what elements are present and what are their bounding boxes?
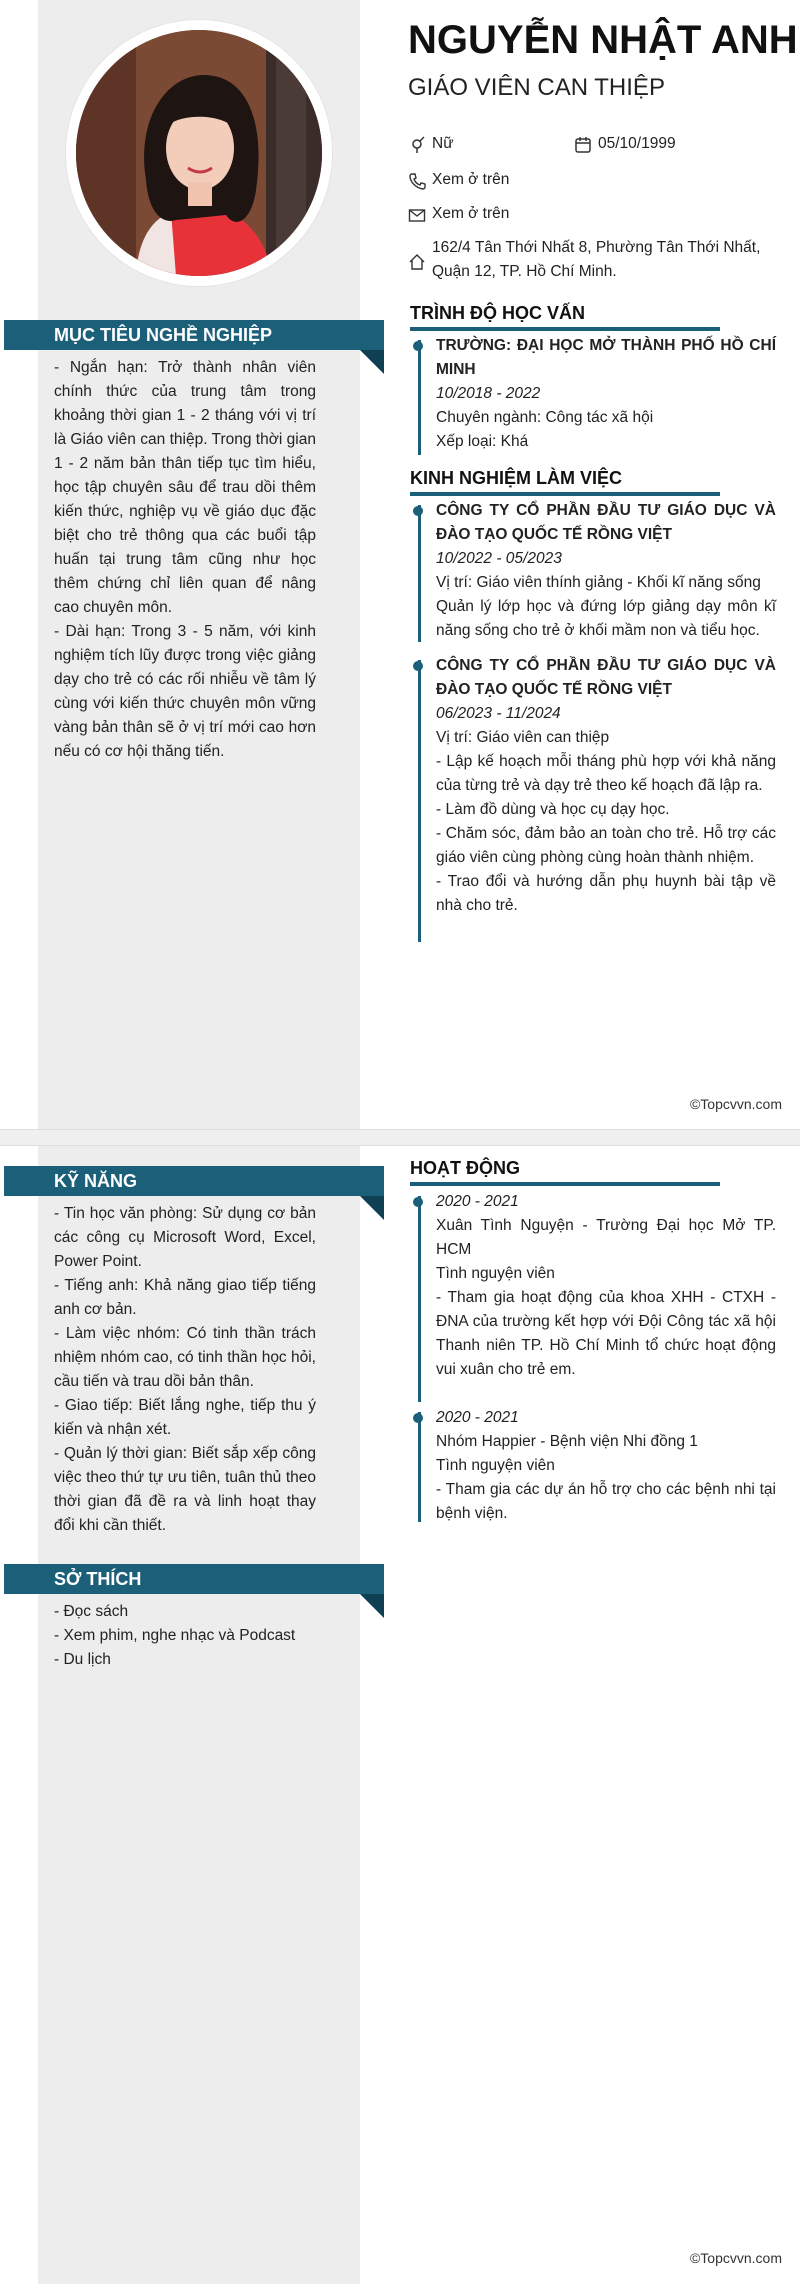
activity-role: Tình nguyện viên	[436, 1457, 555, 1474]
activity-timeline-1	[418, 1196, 421, 1402]
address-row	[408, 236, 780, 284]
activity-org: Xuân Tình Nguyện - Trường Đại học Mở TP. HCM	[436, 1217, 776, 1258]
hobby-item: - Du lịch	[54, 1651, 111, 1668]
activity-org: Nhóm Happier - Bệnh viện Nhi đồng 1	[436, 1433, 698, 1450]
experience-line: Vị trí: Giáo viên thính giảng - Khối kĩ năng sống	[436, 574, 761, 591]
address-line-1: 162/4 Tân Thới Nhất 8, Phường Tân Thới Nhất,	[432, 239, 761, 256]
timeline-dot	[413, 661, 423, 671]
education-entry	[436, 334, 776, 454]
candidate-name: NGUYỄN NHẬT ANH	[408, 18, 798, 62]
phone-value: Xem ở trên	[432, 171, 510, 188]
ribbon-fold	[360, 350, 384, 374]
experience-entry-2	[436, 654, 776, 918]
mail-icon	[408, 206, 426, 224]
skills-heading: KỸ NĂNG	[4, 1166, 384, 1196]
birthday-value: 05/10/1999	[598, 135, 676, 152]
gender-icon	[408, 136, 426, 154]
activity-timeline-2	[418, 1412, 421, 1522]
experience-timeline-2	[418, 660, 421, 942]
education-date: 10/2018 - 2022	[436, 385, 541, 402]
email-row	[408, 202, 509, 226]
gender-value: Nữ	[432, 135, 454, 152]
education-major: Chuyên ngành: Công tác xã hội	[436, 409, 654, 426]
experience-date: 06/2023 - 11/2024	[436, 705, 561, 722]
activity-desc: - Tham gia hoạt động của khoa XHH - CTXH - ĐNA của trường kết hợp với Đội Công tác xã hội Thanh niên TP. Hồ Chí Minh tổ chức hoạt động vui xuân cho trẻ em.	[436, 1289, 776, 1378]
hobby-item: - Đọc sách	[54, 1603, 129, 1620]
timeline-dot	[413, 1413, 423, 1423]
objective-text	[54, 356, 316, 764]
job-title: GIÁO VIÊN CAN THIỆP	[408, 74, 665, 101]
objective-short-term: - Ngắn hạn: Trở thành nhân viên chính thức của trung tâm trong khoảng thời gian 1 - 2 tháng với vị trí là Giáo viên can thiệp. Trong thời gian 1 - 2 năm bản thân tiếp tục tìm hiểu, học tập chuyên sâu để trau dồi thêm kiến thức, nghiệp vụ về giáo dục đặc biệt cho trẻ thông qua các buổi tập huấn tại trung tâm cũng như học thêm chứng chỉ liên quan để nâng cao chuyên môn.	[54, 359, 316, 616]
education-grade: Xếp loại: Khá	[436, 433, 529, 450]
activities-underline	[410, 1182, 720, 1186]
home-icon	[408, 253, 426, 271]
company-name: CÔNG TY CỔ PHẦN ĐẦU TƯ GIÁO DỤC VÀ ĐÀO TẠO QUỐC TẾ RỒNG VIỆT	[436, 657, 776, 698]
experience-line: - Trao đổi và hướng dẫn phụ huynh bài tập về nhà cho trẻ.	[436, 873, 776, 914]
footer-credit: ©Topcvvn.com	[689, 1096, 782, 1112]
experience-date: 10/2022 - 05/2023	[436, 550, 562, 567]
experience-line: Quản lý lớp học và đứng lớp giảng dạy môn kĩ năng sống cho trẻ ở khối mầm non và tiểu học.	[436, 598, 776, 639]
experience-underline	[410, 492, 720, 496]
cv-page-1	[0, 0, 800, 1129]
profile-photo	[76, 30, 322, 276]
hobbies-heading: SỞ THÍCH	[4, 1564, 384, 1594]
avatar	[66, 20, 332, 286]
activity-entry-2	[436, 1406, 776, 1526]
ribbon-fold	[360, 1196, 384, 1220]
hobbies-list	[54, 1600, 316, 1672]
birthday-row	[574, 132, 676, 156]
activity-date: 2020 - 2021	[436, 1193, 519, 1210]
skill-item: - Quản lý thời gian: Biết sắp xếp công việc theo thứ tự ưu tiên, tuân thủ theo thời gian đã đề ra và linh hoạt thay đổi khi cần thiết.	[54, 1445, 316, 1534]
objective-long-term: - Dài hạn: Trong 3 - 5 năm, với kinh nghiệm tích lũy được trong việc giảng dạy cho trẻ có các rối nhiễu về tâm lý cùng với kiến thức chuyên môn vững vàng bản thân sẽ ở vị trí mới cao hơn nếu có cơ hội thăng tiến.	[54, 623, 316, 760]
skill-item: - Làm việc nhóm: Có tinh thần trách nhiệm nhóm cao, có tinh thần học hỏi, cầu tiến và trau dồi bản thân.	[54, 1325, 316, 1390]
email-value: Xem ở trên	[432, 205, 510, 222]
experience-line: - Làm đồ dùng và học cụ dạy học.	[436, 801, 670, 818]
calendar-icon	[574, 136, 592, 154]
timeline-dot	[413, 506, 423, 516]
experience-line: - Lập kế hoạch mỗi tháng phù hợp với khả năng của từng trẻ và dạy trẻ theo kế hoạch đã lập ra.	[436, 753, 776, 794]
education-heading: TRÌNH ĐỘ HỌC VẤN	[410, 303, 585, 323]
timeline-dot	[413, 341, 423, 351]
activity-role: Tình nguyện viên	[436, 1265, 555, 1282]
activities-heading: HOẠT ĐỘNG	[410, 1158, 520, 1178]
skill-item: - Tiếng anh: Khả năng giao tiếp tiếng anh cơ bản.	[54, 1277, 316, 1318]
skills-list	[54, 1202, 316, 1538]
timeline-dot	[413, 1197, 423, 1207]
education-timeline	[418, 340, 421, 455]
experience-line: Vị trí: Giáo viên can thiệp	[436, 729, 610, 746]
footer-credit: ©Topcvvn.com	[689, 2250, 782, 2266]
cv-page-2	[0, 1146, 800, 2284]
experience-heading: KINH NGHIỆM LÀM VIỆC	[410, 468, 623, 488]
gender-row	[408, 132, 454, 156]
activity-date: 2020 - 2021	[436, 1409, 519, 1426]
skill-item: - Tin học văn phòng: Sử dụng cơ bản các công cụ Microsoft Word, Excel, Power Point.	[54, 1205, 316, 1270]
ribbon-fold	[360, 1594, 384, 1618]
education-underline	[410, 327, 720, 331]
experience-line: - Chăm sóc, đảm bảo an toàn cho trẻ. Hỗ trợ các giáo viên cùng phòng cùng hoàn thành nhiệm.	[436, 825, 776, 866]
objective-heading: MỤC TIÊU NGHỀ NGHIỆP	[4, 320, 384, 350]
company-name: CÔNG TY CỔ PHẦN ĐẦU TƯ GIÁO DỤC VÀ ĐÀO TẠO QUỐC TẾ RỒNG VIỆT	[436, 502, 776, 543]
address-line-2: Quận 12, TP. Hồ Chí Minh.	[432, 263, 617, 280]
school-name: TRƯỜNG: ĐẠI HỌC MỞ THÀNH PHỐ HỒ CHÍ MINH	[436, 337, 776, 378]
experience-timeline-1	[418, 505, 421, 642]
hobby-item: - Xem phim, nghe nhạc và Podcast	[54, 1627, 296, 1644]
experience-entry-1	[436, 499, 776, 643]
activity-entry-1	[436, 1190, 776, 1382]
skill-item: - Giao tiếp: Biết lắng nghe, tiếp thu ý kiến và nhận xét.	[54, 1397, 316, 1438]
activity-desc: - Tham gia các dự án hỗ trợ cho các bệnh nhi tại bệnh viện.	[436, 1481, 776, 1522]
phone-icon	[408, 172, 426, 190]
phone-row	[408, 168, 509, 192]
